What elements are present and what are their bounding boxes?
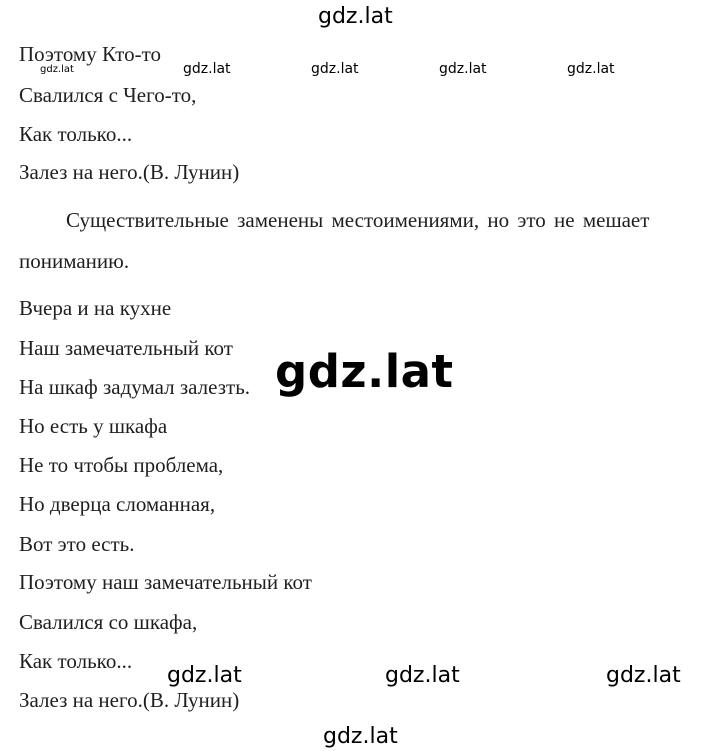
poem2-line-2: Наш замечательный кот [19, 336, 233, 360]
poem2-line-9: Свалился со шкафа, [19, 610, 198, 634]
poem2-line-8: Поэтому наш замечательный кот [19, 570, 312, 594]
poem1-line-4: Залез на него.(В. Лунин) [19, 160, 240, 184]
poem2-line-11: Залез на него.(В. Лунин) [19, 688, 240, 712]
paragraph-line-2: пониманию. [19, 249, 130, 273]
paragraph-line-1: Существительные заменены местоимениями, но это не мешает [66, 208, 650, 232]
watermark-top: gdz.lat [318, 4, 393, 29]
watermark-lower-2: gdz.lat [385, 663, 460, 688]
watermark-tiny: gdz.lat [40, 64, 74, 75]
watermark-bottom: gdz.lat [323, 724, 398, 749]
poem1-line-1: Поэтому Кто-то [19, 42, 161, 66]
poem1-line-3: Как только... [19, 122, 133, 146]
poem2-line-4: Но есть у шкафа [19, 414, 168, 438]
watermark-row-4: gdz.lat [567, 61, 615, 77]
poem2-line-7: Вот это есть. [19, 532, 135, 556]
watermark-row-1: gdz.lat [183, 61, 231, 77]
poem1-line-2: Свалился с Чего-то, [19, 83, 197, 107]
poem2-line-5: Не то чтобы проблема, [19, 453, 224, 477]
poem2-line-6: Но дверца сломанная, [19, 492, 216, 516]
watermark-large: gdz.lat [275, 345, 454, 398]
poem2-line-10: Как только... [19, 649, 133, 673]
watermark-lower-1: gdz.lat [167, 663, 242, 688]
watermark-lower-3: gdz.lat [606, 663, 681, 688]
watermark-row-2: gdz.lat [311, 61, 359, 77]
poem2-line-3: На шкаф задумал залезть. [19, 375, 251, 399]
watermark-row-3: gdz.lat [439, 61, 487, 77]
poem2-line-1: Вчера и на кухне [19, 296, 172, 320]
